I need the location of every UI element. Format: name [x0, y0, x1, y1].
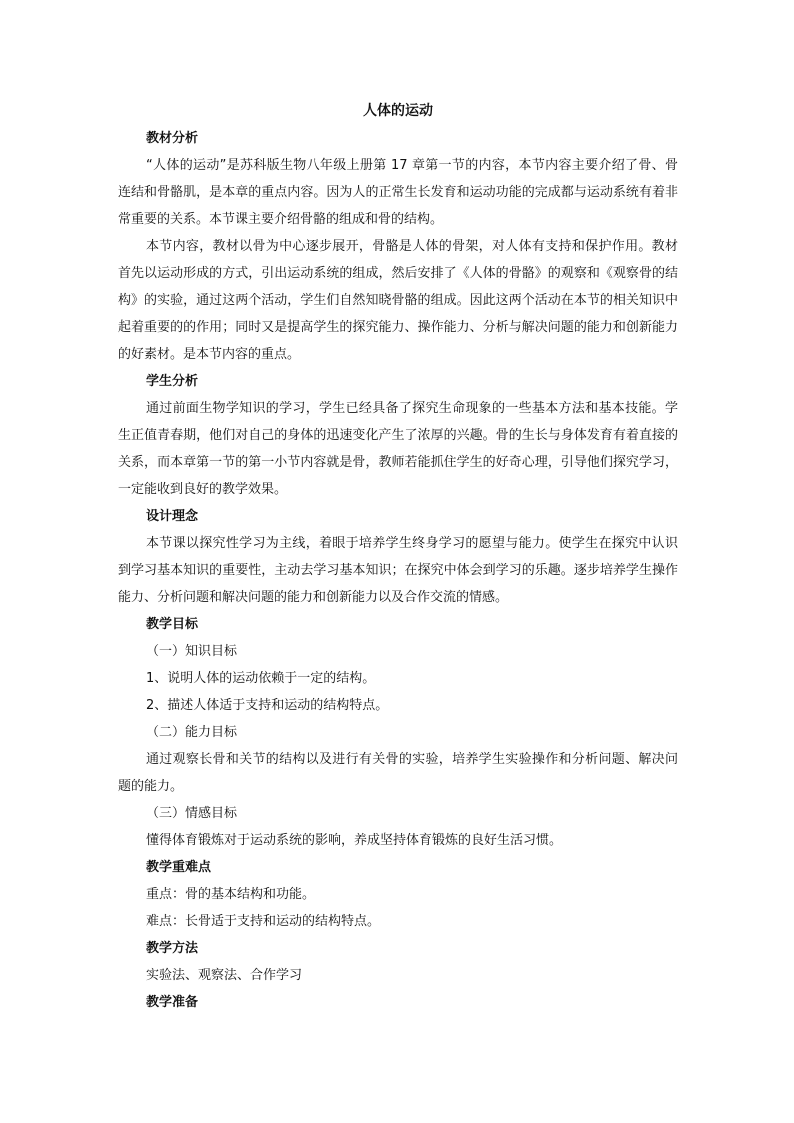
paragraph-emotion-goals: 懂得体育锻炼对于运动系统的影响，养成坚持体育锻炼的良好生活习惯。	[146, 833, 563, 848]
knowledge-goal-2: 2、描述人体适于支持和运动的结构特点。	[146, 698, 389, 713]
paragraph-textbook-analysis-2: 本节内容，教材以骨为中心逐步展开，骨骼是人体的骨架，对人体有支持和保护作用。教材首先以运动形成的方式，引出运动系统的组成，然后安排了《人体的骨骼》的观察和《观察骨的结构》的实验，通过这两个活动，学生们自然知晓骨骼的组成。因此这两个活动在本节的相关知识中起着重要的的作用；同时又是提高学生的探究能力、操作能力、分析与解决问题的能力和创新能力的好素材。是本节内容的重点。	[118, 239, 678, 362]
heading-key-points: 教学重难点	[146, 860, 212, 875]
heading-design-concept: 设计理念	[146, 509, 199, 524]
heading-teaching-preparation: 教学准备	[146, 995, 199, 1010]
heading-student-analysis: 学生分析	[146, 374, 199, 389]
paragraph-design-concept: 本节课以探究性学习为主线，着眼于培养学生终身学习的愿望与能力。使学生在探究中认识到学习基本知识的重要性，主动去学习基本知识；在探究中体会到学习的乐趣。逐步培养学生操作能力、分析问题和解决问题的能力和创新能力以及合作交流的情感。	[118, 536, 678, 605]
document-body	[118, 98, 678, 1016]
heading-teaching-methods: 教学方法	[146, 941, 199, 956]
difficult-point: 难点：长骨适于支持和运动的结构特点。	[146, 914, 381, 929]
key-point: 重点：骨的基本结构和功能。	[146, 887, 316, 902]
heading-teaching-goals: 教学目标	[146, 617, 199, 632]
heading-textbook-analysis: 教材分析	[146, 131, 199, 146]
paragraph-ability-goals: 通过观察长骨和关节的结构以及进行有关骨的实验，培养学生实验操作和分析问题、解决问题的能力。	[118, 752, 678, 794]
label-emotion-goals: （三）情感目标	[146, 806, 238, 821]
label-ability-goals: （二）能力目标	[146, 725, 238, 740]
paragraph-textbook-analysis-1: “人体的运动”是苏科版生物八年级上册第 17 章第一节的内容，本节内容主要介绍了骨、骨连结和骨骼肌，是本章的重点内容。因为人的正常生长发育和运动功能的完成都与运动系统有着非常重要的关系。本节课主要介绍骨骼的组成和骨的结构。	[118, 158, 678, 227]
paragraph-student-analysis: 通过前面生物学知识的学习，学生已经具备了探究生命现象的一些基本方法和基本技能。学生正值青春期，他们对自己的身体的迅速变化产生了浓厚的兴趣。骨的生长与身体发育有着直接的关系，而本章第一节的第一小节内容就是骨，教师若能抓住学生的好奇心理，引导他们探究学习，一定能收到良好的教学效果。	[118, 401, 678, 497]
label-knowledge-goals: （一）知识目标	[146, 644, 238, 659]
teaching-methods-text: 实验法、观察法、合作学习	[146, 968, 303, 983]
knowledge-goal-1: 1、说明人体的运动依赖于一定的结构。	[146, 671, 376, 686]
document-title: 人体的运动	[363, 103, 433, 119]
